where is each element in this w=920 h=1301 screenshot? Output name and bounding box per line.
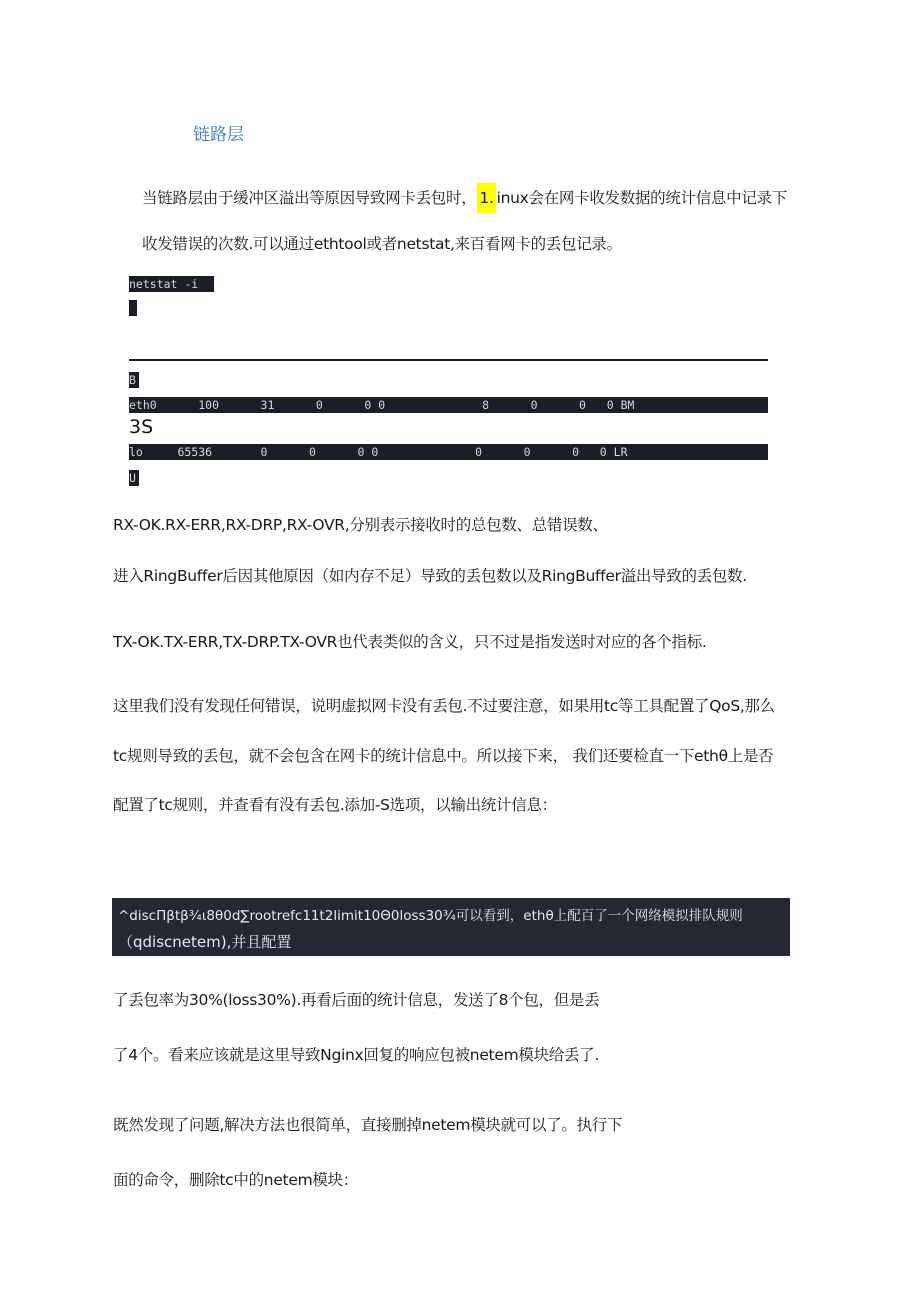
intro-text-pre: 当链路层由于缓冲区溢出等原因导致网卡丢包时，	[142, 189, 477, 207]
rx-line-1: RX-OK.RX-ERR,RX-DRP,RX-OVR,分别表示接收时的总包数、总错误数、	[113, 516, 608, 534]
terminal-command: netstat -i	[129, 276, 214, 292]
section-heading: 链路层	[193, 125, 244, 145]
table-divider	[129, 359, 768, 361]
terminal-output-line-2: （qdiscnetem),并且配置	[118, 933, 292, 951]
rx-line-2: 进入RingBuffer后因其他原因（如内存不足）导致的丢包数以及RingBuffer溢出导致的丢包数.	[113, 567, 747, 585]
para-line-2: tc规则导致的丢包，就不会包含在网卡的统计信息中。所以接下来， 我们还要检直一下ethθ上是否	[113, 747, 774, 765]
after-line-1: 了丢包率为30%(loss30%).再看后面的统计信息，发送了8个包，但是丢	[113, 991, 600, 1009]
terminal-eth0-row: eth0 100 31 0 0 0 8 0 0 0 BM	[129, 397, 768, 413]
terminal-row-fragment: B	[129, 372, 139, 388]
tx-line: TX-OK.TX-ERR,TX-DRP.TX-OVR也代表类似的含义，只不过是指发送时对应的各个指标.	[113, 633, 707, 651]
terminal-cursor	[129, 300, 137, 316]
intro-text-post: inux会在网卡收发数据的统计信息中记录下	[496, 189, 787, 207]
para-line-1: 这里我们没有发现任何错误，说明虚拟网卡没有丢包.不过要注意，如果用tc等工具配置了QoS,那么	[113, 697, 775, 715]
after-line-2: 了4个。看来应该就是这里导致Nginx回复的响应包被netem模块给丢了.	[113, 1046, 599, 1064]
para-line-3: 配置了tc规则，并查看有没有丢包.添加-S选项，以输出统计信息：	[113, 796, 557, 814]
after-line-3: 既然发现了问题,解决方法也很简单，直接删掉netem模块就可以了。执行下	[113, 1116, 623, 1134]
terminal-output-line-1: ^discΠβtβ¾ι8θ0d∑rootrefc11t2limit10Θ0loss30¾可以看到，ethθ上配百了一个网络模拟排队规则	[118, 908, 743, 924]
terminal-row-fragment-end: U	[129, 470, 139, 486]
highlight-mark: 1.	[477, 183, 495, 213]
intro-line-2: 收发错误的次数.可以通过ethtool或者netstat,来百看网卡的丢包记录。	[142, 235, 622, 253]
terminal-output-box	[112, 898, 790, 956]
intro-line-1	[142, 183, 787, 213]
after-line-4: 面的命令，删除tc中的netem模块：	[113, 1171, 358, 1189]
stray-text: 3S	[129, 416, 154, 438]
terminal-lo-row: lo 65536 0 0 0 0 0 0 0 0 LR	[129, 444, 768, 460]
